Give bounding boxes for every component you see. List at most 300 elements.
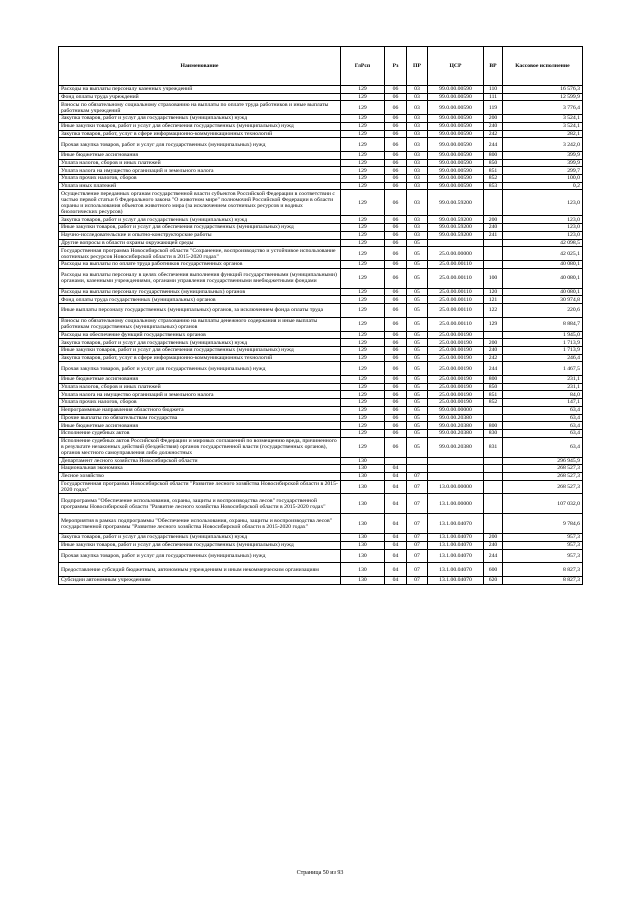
cell-grbs: 129 [341, 414, 385, 422]
cell-amount: 299,7 [503, 167, 583, 175]
cell-name: Уплата иных платежей [59, 182, 341, 190]
cell-vr: 852 [484, 175, 503, 183]
cell-rz: 06 [385, 268, 407, 288]
cell-csr: 25.0.00.00190 [428, 346, 484, 354]
cell-name: Иные закупки товаров, работ и услуг для обеспечения государственных (муниципальных) нужд [59, 224, 341, 232]
cell-rz: 06 [385, 437, 407, 457]
cell-vr: 800 [484, 152, 503, 160]
cell-rz: 06 [385, 93, 407, 101]
cell-csr: 99.0.00.59200 [428, 190, 484, 216]
cell-csr: 99.0.00.59200 [428, 224, 484, 232]
cell-grbs: 129 [341, 399, 385, 407]
cell-name: Иные закупки товаров, работ и услуг для обеспечения государственных (муниципальных) нужд [59, 346, 341, 354]
cell-grbs: 130 [341, 472, 385, 480]
cell-vr: 831 [484, 437, 503, 457]
cell-amount: 63,4 [503, 422, 583, 430]
cell-pr: 03 [407, 101, 428, 115]
cell-amount: 8 884,7 [503, 317, 583, 331]
cell-csr: 25.0.00.00190 [428, 354, 484, 362]
cell-pr: 07 [407, 494, 428, 514]
cell-rz: 06 [385, 383, 407, 391]
table-row [59, 247, 583, 261]
cell-name: Прочая закупка товаров, работ и услуг для государственных (муниципальных) нужд [59, 138, 341, 152]
cell-grbs: 129 [341, 331, 385, 339]
cell-csr: 99.0.00.00590 [428, 167, 484, 175]
cell-grbs: 130 [341, 534, 385, 542]
cell-amount: 123,0 [503, 216, 583, 224]
cell-name: Прочая закупка товаров, работ и услуг для государственных (муниципальных) нужд [59, 362, 341, 376]
cell-vr: 240 [484, 122, 503, 130]
cell-pr: 07 [407, 480, 428, 494]
cell-grbs: 129 [341, 422, 385, 430]
cell-amount: 282,1 [503, 130, 583, 138]
cell-rz: 04 [385, 514, 407, 534]
cell-csr: 13.1.00.00000 [428, 494, 484, 514]
cell-csr: 25.0.00.00190 [428, 391, 484, 399]
cell-name: Расходы на выплаты по оплате труда работников государственных органов [59, 261, 341, 269]
cell-rz: 06 [385, 399, 407, 407]
cell-pr [407, 465, 428, 473]
cell-pr: 07 [407, 514, 428, 534]
cell-vr: 241 [484, 231, 503, 239]
cell-vr: 600 [484, 563, 503, 577]
table-row [59, 122, 583, 130]
cell-grbs: 129 [341, 190, 385, 216]
cell-rz: 06 [385, 130, 407, 138]
cell-amount: 268 527,3 [503, 465, 583, 473]
table-row [59, 339, 583, 347]
cell-pr: 05 [407, 422, 428, 430]
cell-amount: 123,0 [503, 231, 583, 239]
cell-pr: 07 [407, 472, 428, 480]
cell-amount: 231,1 [503, 376, 583, 384]
col-header-amount: Кассовое исполнение [503, 47, 583, 86]
cell-amount: 3 242,0 [503, 138, 583, 152]
cell-csr: 99.0.00.20380 [428, 429, 484, 437]
cell-pr: 03 [407, 167, 428, 175]
cell-rz: 06 [385, 122, 407, 130]
cell-pr: 05 [407, 391, 428, 399]
cell-csr: 13.1.00.04070 [428, 514, 484, 534]
col-header-pr: ПР [407, 47, 428, 86]
cell-vr [484, 494, 503, 514]
cell-vr [484, 465, 503, 473]
cell-vr: 851 [484, 391, 503, 399]
cell-rz: 06 [385, 216, 407, 224]
col-header-vr: ВР [484, 47, 503, 86]
cell-grbs: 129 [341, 437, 385, 457]
cell-csr: 99.0.00.20380 [428, 422, 484, 430]
cell-vr: 244 [484, 362, 503, 376]
cell-name: Прочие выплаты по обязательствам государства [59, 414, 341, 422]
cell-vr: 244 [484, 138, 503, 152]
cell-vr [484, 457, 503, 465]
cell-vr: 853 [484, 182, 503, 190]
cell-vr: 121 [484, 296, 503, 304]
cell-name: Уплата налогов, сборов и иных платежей [59, 159, 341, 167]
cell-name: Исполнение судебных актов Российской Федерации и мировых соглашений по возмещению вреда, причиненного в результате незаконных действий (бездействия) органов государственной власти (государственных органов), органов местного самоуправления либо должностных [59, 437, 341, 457]
table-row [59, 346, 583, 354]
cell-grbs: 129 [341, 346, 385, 354]
cell-name: Лесное хозяйство [59, 472, 341, 480]
cell-vr [484, 247, 503, 261]
cell-vr [484, 331, 503, 339]
cell-rz: 04 [385, 549, 407, 563]
table-row [59, 514, 583, 534]
cell-grbs: 130 [341, 514, 385, 534]
cell-name: Фонд оплаты труда учреждений [59, 93, 341, 101]
cell-grbs: 129 [341, 406, 385, 414]
cell-pr: 03 [407, 231, 428, 239]
cell-name: Закупка товаров, работ, услуг в сфере информационно-коммуникационных технологий [59, 130, 341, 138]
table-row [59, 101, 583, 115]
cell-amount: 3 776,4 [503, 101, 583, 115]
cell-grbs: 130 [341, 494, 385, 514]
cell-amount: 1 467,5 [503, 362, 583, 376]
cell-name: Непрограммные направления областного бюджета [59, 406, 341, 414]
cell-pr: 05 [407, 239, 428, 247]
table-row [59, 399, 583, 407]
cell-pr: 03 [407, 93, 428, 101]
cell-rz: 06 [385, 376, 407, 384]
cell-rz: 04 [385, 472, 407, 480]
cell-pr: 03 [407, 130, 428, 138]
cell-vr [484, 239, 503, 247]
table-row [59, 130, 583, 138]
cell-name: Научно-исследовательские и опытно-конструкторские работы [59, 231, 341, 239]
cell-rz: 04 [385, 577, 407, 585]
cell-name: Фонд оплаты труда государственных (муниципальных) органов [59, 296, 341, 304]
cell-grbs: 129 [341, 288, 385, 296]
cell-grbs: 129 [341, 159, 385, 167]
table-row [59, 182, 583, 190]
table-row [59, 563, 583, 577]
table-row [59, 577, 583, 585]
cell-amount: 107 032,0 [503, 494, 583, 514]
cell-amount: 42 098,5 [503, 239, 583, 247]
table-row [59, 115, 583, 123]
cell-rz [385, 457, 407, 465]
cell-pr: 03 [407, 159, 428, 167]
cell-grbs: 129 [341, 317, 385, 331]
cell-amount: 957,3 [503, 534, 583, 542]
cell-pr: 05 [407, 303, 428, 317]
cell-rz: 06 [385, 354, 407, 362]
table-row [59, 216, 583, 224]
cell-grbs: 129 [341, 182, 385, 190]
cell-grbs: 129 [341, 93, 385, 101]
cell-pr: 03 [407, 138, 428, 152]
cell-vr: 240 [484, 224, 503, 232]
cell-pr: 03 [407, 122, 428, 130]
cell-grbs: 129 [341, 247, 385, 261]
table-row [59, 303, 583, 317]
cell-pr: 03 [407, 86, 428, 94]
cell-grbs: 129 [341, 86, 385, 94]
cell-vr [484, 190, 503, 216]
cell-pr: 05 [407, 383, 428, 391]
cell-rz: 06 [385, 167, 407, 175]
cell-pr: 07 [407, 534, 428, 542]
cell-rz: 06 [385, 182, 407, 190]
cell-grbs: 129 [341, 261, 385, 269]
cell-amount: 399,9 [503, 152, 583, 160]
cell-vr: 850 [484, 159, 503, 167]
cell-rz: 04 [385, 465, 407, 473]
cell-vr: 800 [484, 376, 503, 384]
table-row [59, 541, 583, 549]
cell-grbs: 129 [341, 429, 385, 437]
cell-rz: 06 [385, 339, 407, 347]
table-row [59, 93, 583, 101]
cell-amount: 3 524,1 [503, 122, 583, 130]
cell-pr: 05 [407, 354, 428, 362]
cell-csr: 99.0.00.59200 [428, 231, 484, 239]
table-row [59, 376, 583, 384]
cell-pr: 05 [407, 429, 428, 437]
cell-name: Уплата прочих налогов, сборов [59, 175, 341, 183]
table-row [59, 261, 583, 269]
cell-name: Закупка товаров, работ и услуг для государственных (муниципальных) нужд [59, 534, 341, 542]
cell-rz: 06 [385, 296, 407, 304]
cell-csr: 99.0.00.00590 [428, 175, 484, 183]
cell-csr: 99.0.00.00590 [428, 182, 484, 190]
cell-name: Закупка товаров, работ и услуг для государственных (муниципальных) нужд [59, 216, 341, 224]
cell-amount: 0,2 [503, 182, 583, 190]
cell-rz: 06 [385, 406, 407, 414]
cell-grbs: 129 [341, 130, 385, 138]
cell-rz: 06 [385, 317, 407, 331]
table-row [59, 534, 583, 542]
cell-rz: 06 [385, 346, 407, 354]
cell-amount: 100,0 [503, 175, 583, 183]
table-row [59, 138, 583, 152]
cell-amount: 40 080,1 [503, 268, 583, 288]
col-header-rz: Рз [385, 47, 407, 86]
table-row [59, 296, 583, 304]
cell-pr: 03 [407, 224, 428, 232]
cell-vr: 240 [484, 346, 503, 354]
cell-amount: 1 945,0 [503, 331, 583, 339]
cell-pr: 07 [407, 549, 428, 563]
table-row [59, 406, 583, 414]
table-row [59, 494, 583, 514]
cell-name: Предоставление субсидий бюджетным, автономным учреждениям и иным некоммерческим организациям [59, 563, 341, 577]
table-header-row [59, 47, 583, 86]
cell-name: Иные бюджетные ассигнования [59, 422, 341, 430]
cell-pr: 03 [407, 216, 428, 224]
cell-csr: 13.1.00.04070 [428, 577, 484, 585]
cell-name: Расходы на обеспечение функций государственных органов [59, 331, 341, 339]
cell-pr: 05 [407, 399, 428, 407]
cell-csr [428, 457, 484, 465]
cell-rz: 06 [385, 261, 407, 269]
cell-rz: 06 [385, 391, 407, 399]
table-row [59, 472, 583, 480]
cell-name: Осуществление переданных органам государственной власти субъектов Российской Федерации в соответствии с частью первой статьи 6 Федерального закона "О животном мире" полномочий Российской Федерации в области охраны и использования объектов животного мира (за исключением охотничьих ресурсов и водных биологических ресурсов) [59, 190, 341, 216]
cell-vr: 200 [484, 534, 503, 542]
cell-csr: 99.0.00.00590 [428, 86, 484, 94]
table-row [59, 480, 583, 494]
cell-name: Мероприятия в рамках подпрограммы "Обеспечение использования, охраны, защиты и воспроизводства лесов" государственной программы "Развитие лесного хозяйства Новосибирской области в 2015-2020 годах" [59, 514, 341, 534]
cell-rz: 06 [385, 239, 407, 247]
cell-amount: 63,4 [503, 414, 583, 422]
cell-amount: 63,4 [503, 437, 583, 457]
cell-pr: 05 [407, 346, 428, 354]
table-row [59, 190, 583, 216]
cell-amount: 12 599,9 [503, 93, 583, 101]
cell-amount: 123,0 [503, 224, 583, 232]
cell-pr: 07 [407, 577, 428, 585]
cell-name: Уплата налога на имущество организаций и земельного налога [59, 167, 341, 175]
cell-pr: 05 [407, 268, 428, 288]
cell-pr: 03 [407, 115, 428, 123]
cell-csr: 99.0.00.00590 [428, 122, 484, 130]
cell-rz: 06 [385, 115, 407, 123]
cell-amount: 296 945,9 [503, 457, 583, 465]
cell-csr: 25.0.00.00190 [428, 331, 484, 339]
table-row [59, 268, 583, 288]
cell-vr: 119 [484, 101, 503, 115]
cell-csr: 25.0.00.00000 [428, 247, 484, 261]
cell-pr: 03 [407, 182, 428, 190]
cell-name: Национальная экономика [59, 465, 341, 473]
cell-name: Иные закупки товаров, работ и услуг для обеспечения государственных (муниципальных) нужд [59, 541, 341, 549]
cell-vr: 851 [484, 167, 503, 175]
table-row [59, 383, 583, 391]
table-row [59, 167, 583, 175]
cell-csr: 13.1.00.04070 [428, 541, 484, 549]
cell-pr: 05 [407, 296, 428, 304]
cell-csr: 25.0.00.00190 [428, 376, 484, 384]
cell-rz: 06 [385, 175, 407, 183]
cell-grbs: 129 [341, 231, 385, 239]
cell-vr: 200 [484, 339, 503, 347]
table-row [59, 362, 583, 376]
cell-grbs: 129 [341, 239, 385, 247]
cell-csr: 13.0.00.00000 [428, 480, 484, 494]
cell-grbs: 129 [341, 296, 385, 304]
cell-pr: 05 [407, 376, 428, 384]
cell-name: Государственная программа Новосибирской области "Развитие лесного хозяйства Новосибирской области в 2015-2020 годах" [59, 480, 341, 494]
table-row [59, 465, 583, 473]
cell-vr: 111 [484, 93, 503, 101]
cell-grbs: 129 [341, 354, 385, 362]
table-row [59, 429, 583, 437]
table-body [59, 86, 583, 585]
cell-csr: 25.0.00.00190 [428, 362, 484, 376]
cell-name: Закупка товаров, работ и услуг для государственных (муниципальных) нужд [59, 339, 341, 347]
table-row [59, 391, 583, 399]
cell-amount: 268 527,3 [503, 472, 583, 480]
cell-name: Закупка товаров, работ и услуг для государственных (муниципальных) нужд [59, 115, 341, 123]
cell-rz: 06 [385, 101, 407, 115]
cell-name: Расходы на выплаты персоналу в целях обеспечения выполнения функций государственными (муниципальными) органами, казенными учреждениями, органами управления государственными внебюджетными фондами [59, 268, 341, 288]
cell-rz: 04 [385, 480, 407, 494]
col-header-name: Наименование [59, 47, 341, 86]
cell-vr: 620 [484, 577, 503, 585]
cell-amount: 40 080,1 [503, 288, 583, 296]
cell-rz: 06 [385, 331, 407, 339]
table-row [59, 224, 583, 232]
cell-name: Департамент лесного хозяйства Новосибирской области [59, 457, 341, 465]
cell-rz: 06 [385, 231, 407, 239]
cell-csr: 99.0.00.59200 [428, 216, 484, 224]
budget-table [58, 46, 583, 585]
cell-name: Взносы по обязательному социальному страхованию на выплаты по оплате труда работников и иные выплаты работникам учреждений [59, 101, 341, 115]
cell-grbs: 129 [341, 224, 385, 232]
cell-csr: 25.0.00.00190 [428, 383, 484, 391]
table-row [59, 86, 583, 94]
cell-pr: 03 [407, 152, 428, 160]
cell-pr: 05 [407, 247, 428, 261]
cell-csr: 99.0.00.00590 [428, 138, 484, 152]
cell-amount: 3 524,1 [503, 115, 583, 123]
cell-vr: 200 [484, 216, 503, 224]
cell-csr: 99.0.00.00590 [428, 152, 484, 160]
cell-vr: 120 [484, 288, 503, 296]
cell-pr: 05 [407, 406, 428, 414]
cell-amount: 1 713,9 [503, 346, 583, 354]
cell-grbs: 129 [341, 362, 385, 376]
cell-csr: 13.1.00.04070 [428, 534, 484, 542]
cell-csr: 25.0.00.00190 [428, 339, 484, 347]
cell-rz: 04 [385, 541, 407, 549]
cell-csr [428, 465, 484, 473]
cell-pr: 07 [407, 563, 428, 577]
cell-vr: 129 [484, 317, 503, 331]
cell-grbs: 129 [341, 339, 385, 347]
cell-grbs: 129 [341, 216, 385, 224]
cell-vr [484, 406, 503, 414]
cell-grbs: 129 [341, 376, 385, 384]
cell-pr: 05 [407, 261, 428, 269]
cell-vr: 110 [484, 86, 503, 94]
cell-name: Подпрограмма "Обеспечение использования, охраны, защиты и воспроизводства лесов" государственной программы Новосибирской области "Развитие лесного хозяйства Новосибирской области в 2015-2020 годах" [59, 494, 341, 514]
table-row [59, 231, 583, 239]
cell-vr: 800 [484, 422, 503, 430]
cell-grbs: 130 [341, 480, 385, 494]
cell-amount: 9 784,6 [503, 514, 583, 534]
cell-csr: 25.0.00.00110 [428, 303, 484, 317]
table-row [59, 317, 583, 331]
cell-grbs: 130 [341, 563, 385, 577]
cell-amount: 123,0 [503, 190, 583, 216]
cell-grbs: 130 [341, 457, 385, 465]
cell-rz: 06 [385, 190, 407, 216]
cell-csr: 25.0.00.00190 [428, 399, 484, 407]
cell-rz: 06 [385, 414, 407, 422]
cell-name: Иные выплаты персоналу государственных (муниципальных) органов, за исключением фонда оплаты труда [59, 303, 341, 317]
table-row [59, 354, 583, 362]
cell-amount: 246,4 [503, 354, 583, 362]
cell-csr: 99.0.00.20380 [428, 437, 484, 457]
cell-amount: 63,4 [503, 429, 583, 437]
cell-vr [484, 261, 503, 269]
cell-name: Субсидии автономным учреждениям [59, 577, 341, 585]
cell-rz: 06 [385, 288, 407, 296]
cell-vr [484, 414, 503, 422]
cell-amount: 40 080,1 [503, 261, 583, 269]
cell-rz: 06 [385, 159, 407, 167]
cell-grbs: 130 [341, 549, 385, 563]
cell-name: Иные закупки товаров, работ и услуг для обеспечения государственных (муниципальных) нужд [59, 122, 341, 130]
table-row [59, 437, 583, 457]
cell-amount: 399,9 [503, 159, 583, 167]
cell-name: Государственная программа Новосибирской области "Сохранение, воспроизводство и устойчивое использование охотничьих ресурсов Новосибирской области в 2015-2020 годах" [59, 247, 341, 261]
cell-csr: 13.1.00.04070 [428, 563, 484, 577]
cell-grbs: 129 [341, 303, 385, 317]
